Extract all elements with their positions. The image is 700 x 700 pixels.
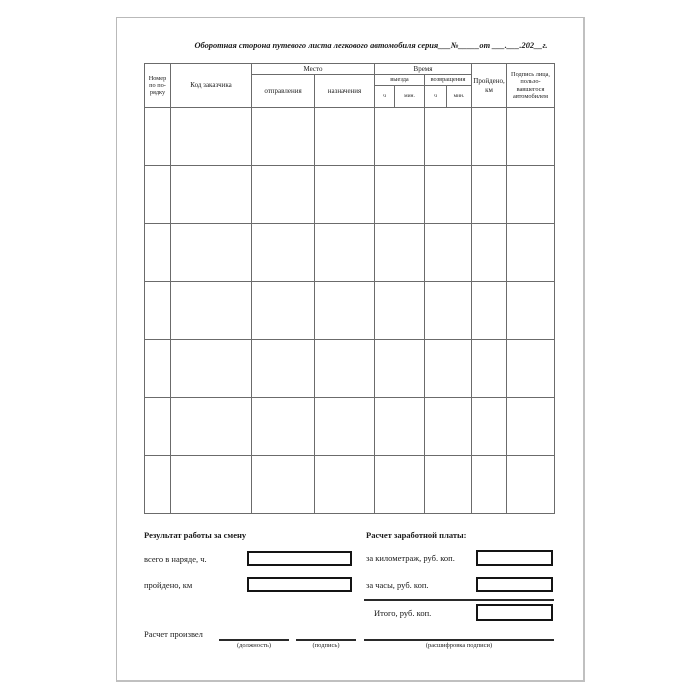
table-cell[interactable] xyxy=(425,224,472,282)
table-cell[interactable] xyxy=(252,224,315,282)
table-cell[interactable] xyxy=(507,224,555,282)
payroll-field-label-mileage: за километраж, руб. коп. xyxy=(366,553,455,563)
table-cell[interactable] xyxy=(252,166,315,224)
table-cell[interactable] xyxy=(145,224,171,282)
col-header-hours-return: ч xyxy=(425,86,447,108)
table-cell[interactable] xyxy=(425,340,472,398)
table-cell[interactable] xyxy=(145,282,171,340)
table-cell[interactable] xyxy=(472,166,507,224)
col-header-minutes-out: мин. xyxy=(395,86,425,108)
results-heading: Результат работы за смену xyxy=(144,530,247,540)
table-cell[interactable] xyxy=(315,456,375,514)
table-cell[interactable] xyxy=(315,108,375,166)
prepared-by-label: Расчет произвел xyxy=(144,629,203,639)
table-cell[interactable] xyxy=(315,224,375,282)
table-cell[interactable] xyxy=(171,398,252,456)
table-cell[interactable] xyxy=(375,166,425,224)
col-header-place: Место xyxy=(252,64,375,75)
payroll-input-box-hours[interactable] xyxy=(476,577,553,592)
table-cell[interactable] xyxy=(425,166,472,224)
table-cell[interactable] xyxy=(425,108,472,166)
signature-line-sign-label: (подпись) xyxy=(312,642,340,649)
col-header-customer-code: Код заказчика xyxy=(171,64,252,108)
table-cell[interactable] xyxy=(315,398,375,456)
form-page xyxy=(116,17,585,682)
table-row xyxy=(145,108,555,166)
table-cell[interactable] xyxy=(252,340,315,398)
results-field-label-total-hours: всего в наряде, ч. xyxy=(144,554,207,564)
trips-table-header xyxy=(145,64,555,108)
table-cell[interactable] xyxy=(171,456,252,514)
table-cell[interactable] xyxy=(472,456,507,514)
table-cell[interactable] xyxy=(145,456,171,514)
table-row xyxy=(145,282,555,340)
table-cell[interactable] xyxy=(375,282,425,340)
signature-line-decode-label: (расшифровка подписи) xyxy=(425,642,493,649)
table-cell[interactable] xyxy=(472,224,507,282)
table-cell[interactable] xyxy=(145,340,171,398)
payroll-input-box-total[interactable] xyxy=(476,604,553,621)
table-cell[interactable] xyxy=(145,398,171,456)
table-cell[interactable] xyxy=(472,340,507,398)
table-row xyxy=(145,224,555,282)
col-header-time-return: возвращения xyxy=(425,75,472,86)
table-row xyxy=(145,456,555,514)
table-cell[interactable] xyxy=(252,282,315,340)
form-title: Оборотная сторона путевого листа легкового автомобиля серия___№_____от ___.___.202__г. xyxy=(194,41,548,50)
col-header-signature: Подпись лица, пользо-вавшегося автомобилем xyxy=(507,64,555,108)
table-cell[interactable] xyxy=(472,282,507,340)
table-cell[interactable] xyxy=(171,340,252,398)
table-cell[interactable] xyxy=(472,108,507,166)
col-header-hours-out: ч xyxy=(375,86,395,108)
payroll-total-separator xyxy=(364,599,554,601)
col-header-destination: назначения xyxy=(315,75,375,108)
table-cell[interactable] xyxy=(507,456,555,514)
table-cell[interactable] xyxy=(507,166,555,224)
signature-line-decode xyxy=(364,639,554,641)
table-cell[interactable] xyxy=(315,340,375,398)
table-cell[interactable] xyxy=(375,456,425,514)
signature-line-position xyxy=(219,639,289,641)
table-cell[interactable] xyxy=(507,282,555,340)
results-input-box-distance[interactable] xyxy=(247,577,352,592)
table-cell[interactable] xyxy=(507,108,555,166)
table-cell[interactable] xyxy=(171,166,252,224)
payroll-input-box-mileage[interactable] xyxy=(476,550,553,566)
col-header-number: Номер по по-рядку xyxy=(145,64,171,108)
table-cell[interactable] xyxy=(425,282,472,340)
table-cell[interactable] xyxy=(171,282,252,340)
trips-table-body xyxy=(145,108,555,514)
table-cell[interactable] xyxy=(375,224,425,282)
table-cell[interactable] xyxy=(425,456,472,514)
col-header-distance: Пройдено, км xyxy=(472,64,507,108)
table-cell[interactable] xyxy=(472,398,507,456)
header-row-1 xyxy=(145,64,555,75)
payroll-field-label-hours: за часы, руб. коп. xyxy=(366,580,429,590)
table-cell[interactable] xyxy=(375,340,425,398)
col-header-time: Время xyxy=(375,64,472,75)
payroll-heading: Расчет заработной платы: xyxy=(366,530,467,540)
signature-line-sign xyxy=(296,639,356,641)
trips-table xyxy=(144,63,555,514)
signature-line-position-label: (должность) xyxy=(236,642,272,649)
results-input-box-total-hours[interactable] xyxy=(247,551,352,566)
table-cell[interactable] xyxy=(252,398,315,456)
table-cell[interactable] xyxy=(171,108,252,166)
table-cell[interactable] xyxy=(375,398,425,456)
table-cell[interactable] xyxy=(425,398,472,456)
col-header-departure: отправления xyxy=(252,75,315,108)
results-field-label-distance: пройдено, км xyxy=(144,580,193,590)
table-cell[interactable] xyxy=(145,166,171,224)
table-row xyxy=(145,398,555,456)
table-cell[interactable] xyxy=(171,224,252,282)
table-cell[interactable] xyxy=(507,398,555,456)
payroll-total-label: Итого, руб. коп. xyxy=(374,608,432,618)
table-row xyxy=(145,340,555,398)
table-cell[interactable] xyxy=(375,108,425,166)
table-cell[interactable] xyxy=(315,282,375,340)
table-cell[interactable] xyxy=(145,108,171,166)
table-cell[interactable] xyxy=(252,108,315,166)
col-header-minutes-return: мин. xyxy=(447,86,472,108)
table-cell[interactable] xyxy=(252,456,315,514)
col-header-time-out: выезда xyxy=(375,75,425,86)
table-cell[interactable] xyxy=(507,340,555,398)
table-cell[interactable] xyxy=(315,166,375,224)
table-row xyxy=(145,166,555,224)
